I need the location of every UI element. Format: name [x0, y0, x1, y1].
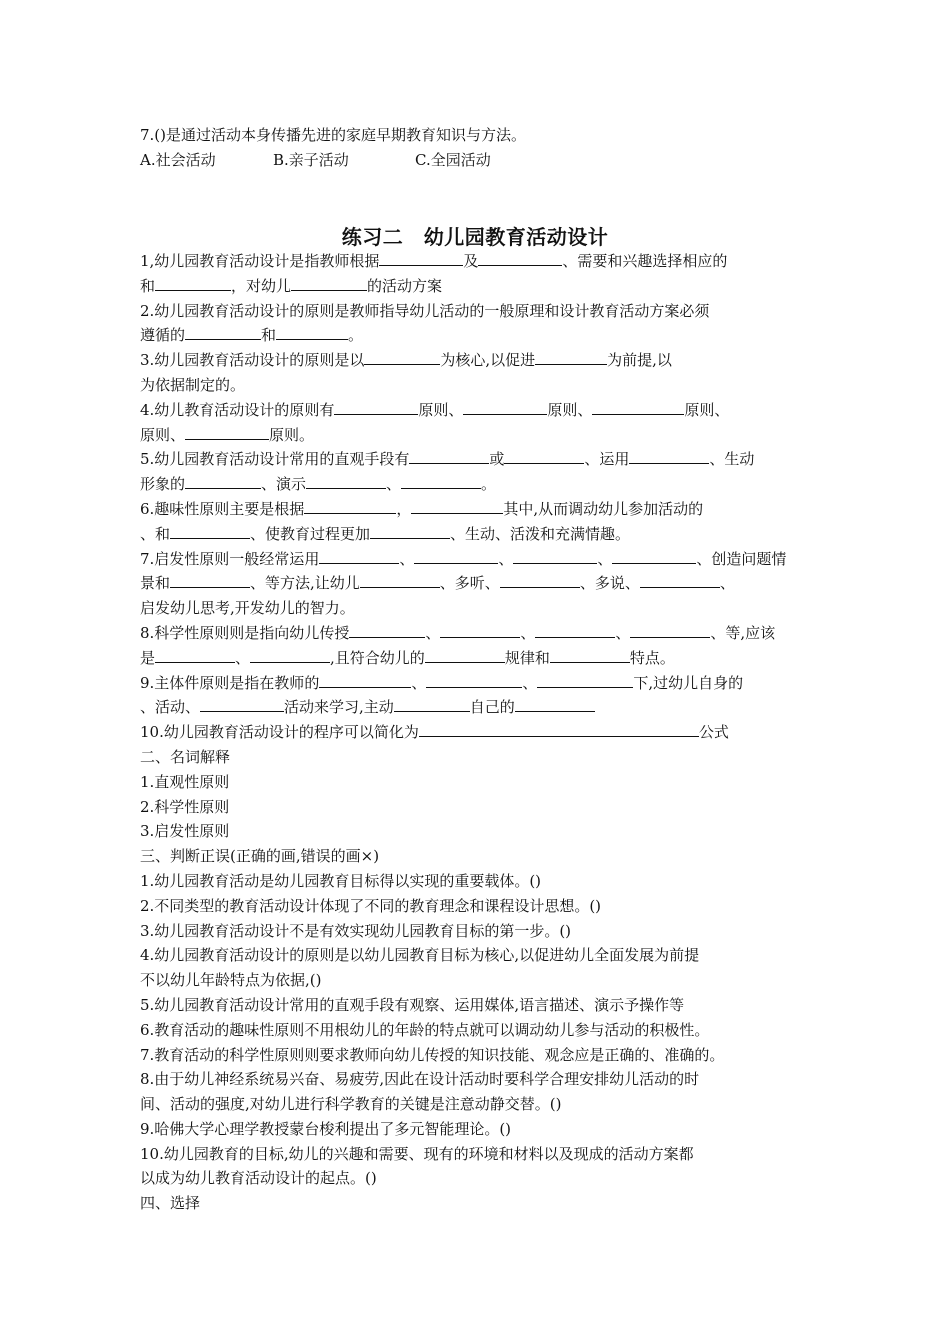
question-7-text: 7.()是通过活动本身传播先进的家庭早期教育知识与方法。 [140, 126, 527, 144]
worksheet-body [140, 249, 820, 1216]
answer-blank[interactable] [612, 547, 696, 564]
answer-blank[interactable] [185, 472, 261, 489]
answer-blank[interactable] [334, 398, 418, 415]
answer-blank[interactable] [630, 621, 710, 638]
answer-blank[interactable] [170, 571, 250, 588]
fill-q2-line1: 2.幼儿园教育活动设计的原则是教师指导幼儿活动的一般原理和设计教育活动方案必须 [140, 301, 710, 320]
answer-blank[interactable] [537, 671, 633, 688]
fill-q5-line2: 形象的 、演示 、 。 [140, 472, 820, 497]
answer-blank[interactable] [411, 497, 503, 514]
answer-blank[interactable] [629, 447, 709, 464]
answer-blank[interactable] [513, 547, 597, 564]
answer-blank[interactable] [170, 522, 250, 539]
judge-line: 9.哈佛大学心理学教授蒙台梭利提出了多元智能理论。() [140, 1119, 512, 1138]
answer-blank[interactable] [276, 323, 348, 340]
answer-blank[interactable] [515, 695, 595, 712]
judge-line: 5.幼儿园教育活动设计常用的直观手段有观察、运用媒体,语言描述、演示予操作等 [140, 995, 685, 1014]
fill-q5-line1: 5.幼儿园教育活动设计常用的直观手段有 或 、运用 、生动 [140, 447, 820, 472]
judge-line: 3.幼儿园教育活动设计不是有效实现幼儿园教育目标的第一步。() [140, 921, 572, 940]
fill-q10: 10.幼儿园教育活动设计的程序可以简化为 公式 [140, 720, 820, 745]
answer-blank[interactable] [394, 695, 470, 712]
answer-blank[interactable] [155, 274, 231, 291]
judge-line: 间、活动的强度,对幼儿进行科学教育的关键是注意动静交替。() [140, 1095, 562, 1114]
answer-blank[interactable] [319, 547, 399, 564]
choice-heading: 四、选择 [140, 1194, 201, 1213]
question-7-options [140, 148, 820, 173]
fill-q7-line1: 7.启发性原则一般经常运用 、 、 、 、创造问题情 [140, 547, 820, 572]
fill-q7-line3: 启发幼儿思考,开发幼儿的智力。 [140, 599, 355, 618]
answer-blank[interactable] [440, 621, 520, 638]
answer-blank[interactable] [291, 274, 367, 291]
answer-blank[interactable] [306, 472, 386, 489]
fill-q6-line2: 、和 、使教育过程更加 、生动、活泼和充满情趣。 [140, 522, 820, 547]
answer-blank[interactable] [419, 720, 699, 737]
answer-blank[interactable] [250, 646, 330, 663]
fill-q8-line1: 8.科学性原则则是指向幼儿传授 、 、 、 、等,应该 [140, 621, 820, 646]
section-title: 练习二 幼儿园教育活动设计 [341, 225, 609, 249]
fill-q2-line2: 遵循的 和 。 [140, 323, 820, 348]
judge-line: 8.由于幼儿神经系统易兴奋、易疲劳,因此在设计活动时要科学合理安排幼儿活动的时 [140, 1070, 700, 1089]
answer-blank[interactable] [592, 398, 684, 415]
answer-blank[interactable] [379, 249, 463, 266]
fill-q4-line1: 4.幼儿教育活动设计的原则有 原则、 原则、 原则、 [140, 398, 820, 423]
answer-blank[interactable] [401, 472, 481, 489]
option-a: A.社会活动 [140, 150, 216, 169]
fill-q8-line2: 是 、 ,且符合幼儿的 规律和 特点。 [140, 646, 820, 671]
answer-blank[interactable] [535, 621, 615, 638]
answer-blank[interactable] [478, 249, 562, 266]
answer-blank[interactable] [535, 348, 607, 365]
answer-blank[interactable] [304, 497, 396, 514]
answer-blank[interactable] [370, 522, 450, 539]
fill-q7-line2: 景和 、等方法,让幼儿 、多听、 、多说、 、 [140, 571, 820, 596]
answer-blank[interactable] [360, 571, 440, 588]
term-item: 3.启发性原则 [140, 822, 230, 841]
answer-blank[interactable] [500, 571, 580, 588]
answer-blank[interactable] [185, 323, 261, 340]
term-item: 2.科学性原则 [140, 797, 230, 816]
fill-q1-line1: 1,幼儿园教育活动设计是指教师根据 及 、需要和兴趣选择相应的 [140, 249, 820, 274]
judge-line: 4.幼儿园教育活动设计的原则是以幼儿园教育目标为核心,以促进幼儿全面发展为前提 [140, 946, 700, 965]
answer-blank[interactable] [349, 621, 425, 638]
answer-blank[interactable] [319, 671, 411, 688]
answer-blank[interactable] [504, 447, 584, 464]
answer-blank[interactable] [550, 646, 630, 663]
answer-blank[interactable] [425, 646, 505, 663]
fill-q4-line2: 原则、 原则。 [140, 423, 820, 448]
fill-q9-line2: 、活动、 活动来学习,主动 自己的 [140, 695, 820, 720]
fill-q1-line2: 和 ，对幼儿 的活动方案 [140, 274, 820, 299]
judge-line: 不以幼儿年龄特点为依据,() [140, 971, 322, 990]
answer-blank[interactable] [185, 423, 269, 440]
terms-heading: 二、名词解释 [140, 747, 231, 766]
answer-blank[interactable] [364, 348, 440, 365]
fill-q9-line1: 9.主体件原则是指在教师的 、 、 下,过幼儿自身的 [140, 671, 820, 696]
judge-line: 以成为幼儿教育活动设计的起点。() [140, 1169, 377, 1188]
judge-line: 7.教育活动的科学性原则则要求教师向幼儿传授的知识技能、观念应是正确的、准确的。 [140, 1045, 725, 1064]
answer-blank[interactable] [200, 695, 284, 712]
answer-blank[interactable] [155, 646, 235, 663]
judge-line: 6.教育活动的趣味性原则不用根幼儿的年龄的特点就可以调动幼儿参与活动的积极性。 [140, 1020, 710, 1039]
previous-question [140, 123, 820, 173]
term-item: 1.直观性原则 [140, 772, 230, 791]
answer-blank[interactable] [640, 571, 720, 588]
judge-heading: 三、判断正误(正确的画,错误的画×) [140, 847, 380, 866]
judge-line: 10.幼儿园教育的目标,幼儿的兴趣和需要、现有的环境和材料以及现成的活动方案都 [140, 1144, 694, 1163]
fill-q3-line2: 为依据制定的。 [140, 375, 246, 394]
judge-line: 2.不同类型的教育活动设计体现了不同的教育理念和课程设计思想。() [140, 896, 602, 915]
option-b: B.亲子活动 [273, 150, 349, 169]
fill-q3-line1: 3.幼儿园教育活动设计的原则是以 为核心,以促进 为前提,以 [140, 348, 820, 373]
answer-blank[interactable] [409, 447, 489, 464]
answer-blank[interactable] [463, 398, 547, 415]
fill-q6-line1: 6.趣味性原则主要是根据 ， 其中,从而调动幼儿参加活动的 [140, 497, 820, 522]
judge-line: 1.幼儿园教育活动是幼儿园教育目标得以实现的重要载体。() [140, 871, 542, 890]
option-c: C.全园活动 [415, 150, 491, 169]
answer-blank[interactable] [414, 547, 498, 564]
answer-blank[interactable] [426, 671, 522, 688]
